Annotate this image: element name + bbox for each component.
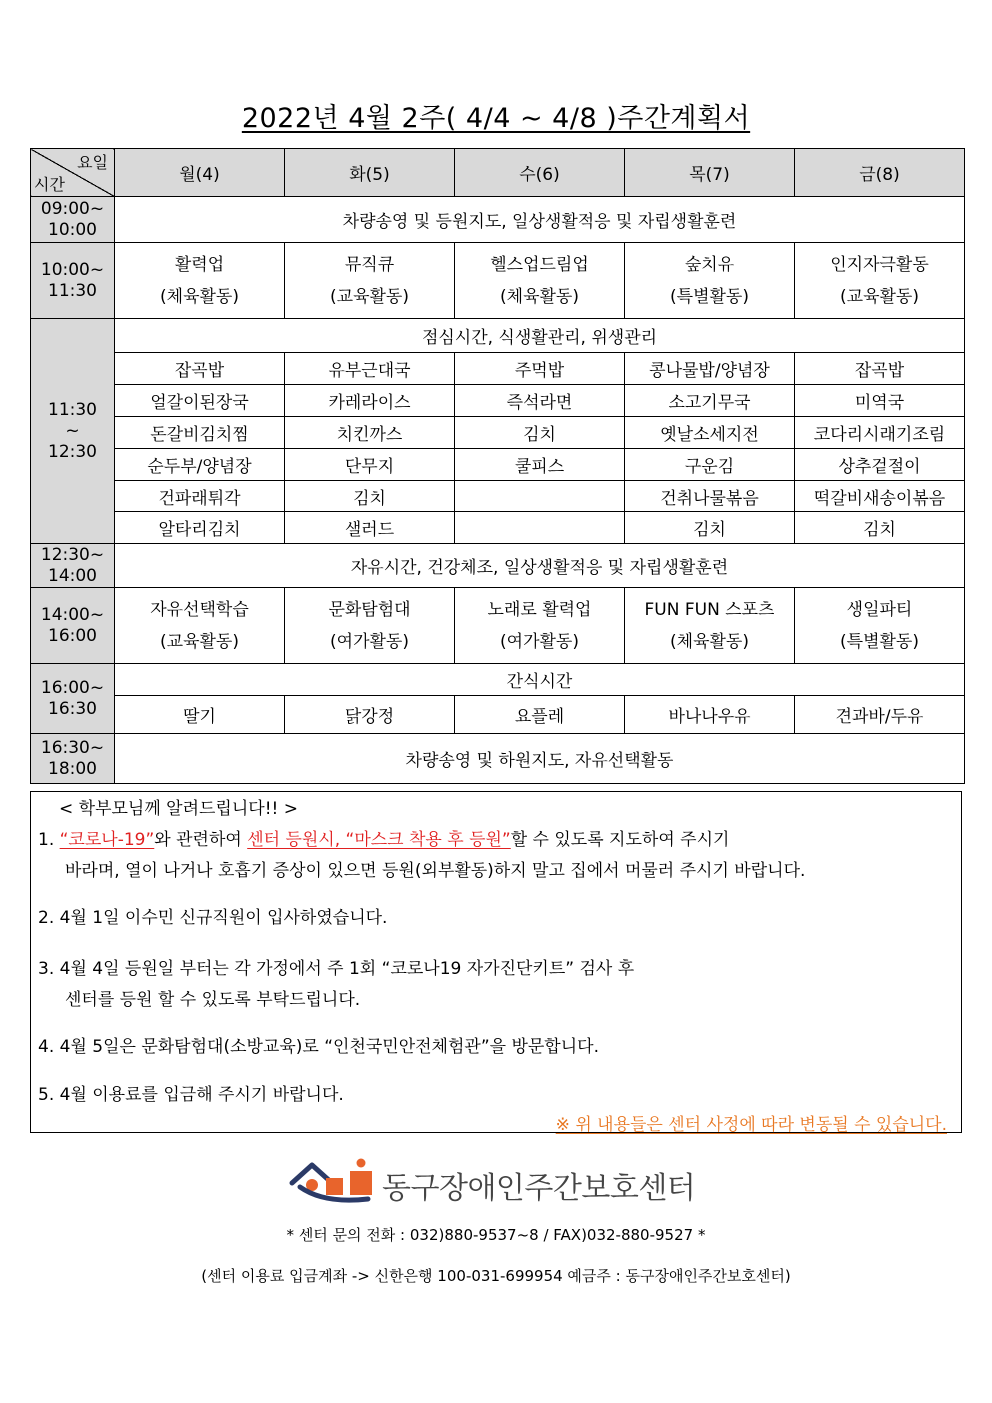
menu-item: 김치: [285, 481, 455, 512]
header-row: [31, 149, 965, 197]
menu-row: [31, 449, 965, 481]
menu-item: [455, 512, 625, 544]
menu-item: 콩나물밥/양념장: [625, 353, 795, 385]
notice-item-1-num: 1.: [38, 830, 60, 850]
menu-row: [31, 353, 965, 385]
menu-item: 상추겉절이: [795, 449, 965, 481]
snack-item: 딸기: [115, 696, 285, 734]
menu-item: 샐러드: [285, 512, 455, 544]
activity-type: (여가활동): [330, 631, 409, 652]
notice-item-1-line-2: 바라며, 열이 나거나 호흡기 증상이 있으면 등원(외부활동)하지 말고 집에서 머물러 주시기 바랍니다.: [65, 861, 806, 881]
time-start: 16:30~: [40, 737, 105, 758]
schedule-row-lunch-title: [31, 319, 965, 353]
time-start: 11:30: [48, 399, 97, 420]
time-start: 09:00~: [40, 198, 105, 219]
activity-type: (특별활동): [840, 631, 919, 652]
menu-item: 김치: [625, 512, 795, 544]
activity-type: (특별활동): [670, 286, 749, 307]
notice-item-3-line-2: 센터를 등원 할 수 있도록 부탁드립니다.: [65, 990, 361, 1010]
lunch-title: 점심시간, 식생활관리, 위생관리: [115, 319, 965, 353]
weekly-schedule-table: [30, 148, 965, 784]
activity-cell-fri: [795, 243, 965, 319]
time-start: 12:30~: [40, 544, 105, 565]
time-end: 16:30: [48, 698, 97, 719]
time-cell: [31, 243, 115, 319]
menu-item: 미역국: [795, 385, 965, 417]
menu-item: 잡곡밥: [795, 353, 965, 385]
house-logo-icon: [288, 1157, 380, 1205]
day-header-tue: 화(5): [285, 149, 455, 197]
menu-row: [31, 512, 965, 544]
activity-type: (여가활동): [500, 631, 579, 652]
notice-heading: < 학부모님께 알려드립니다!! >: [59, 799, 298, 819]
menu-item: 유부근대국: [285, 353, 455, 385]
activity-type: (교육활동): [160, 631, 239, 652]
time-end: 16:00: [48, 625, 97, 646]
time-end: 14:00: [48, 565, 97, 586]
time-cell-lunch: [31, 319, 115, 544]
snack-title: 간식시간: [115, 664, 965, 696]
notice-item-1-text-b: 할 수 있도록 지도하여 주시기: [510, 830, 730, 850]
time-cell: [31, 734, 115, 784]
menu-item: 얼갈이된장국: [115, 385, 285, 417]
notice-item-3: 3. 4월 4일 등원일 부터는 각 가정에서 주 1회 “코로나19 자가진단키트” 검사 후: [38, 959, 635, 979]
activity-type: (체육활동): [500, 286, 579, 307]
schedule-row-departure: [31, 734, 965, 784]
menu-item: 주먹밥: [455, 353, 625, 385]
menu-item: 알타리김치: [115, 512, 285, 544]
time-end: 18:00: [48, 758, 97, 779]
menu-item: 즉석라면: [455, 385, 625, 417]
activity-name: 활력업: [174, 254, 225, 275]
activity-cell-thu: [625, 243, 795, 319]
schedule-row-free-time: [31, 544, 965, 588]
menu-item: 떡갈비새송이볶음: [795, 481, 965, 512]
schedule-row-arrival: [31, 197, 965, 243]
notice-item-4: 4. 4월 5일은 문화탐험대(소방교육)로 “인천국민안전체험관”을 방문합니다.: [38, 1037, 599, 1057]
menu-item: 단무지: [285, 449, 455, 481]
menu-item: 코다리시래기조림: [795, 417, 965, 449]
menu-item: 소고기무국: [625, 385, 795, 417]
notice-item-5: 5. 4월 이용료를 입금해 주시기 바랍니다.: [38, 1085, 344, 1105]
free-time-activity: 자유시간, 건강체조, 일상생활적응 및 자립생활훈련: [115, 544, 965, 588]
menu-item: 돈갈비김치찜: [115, 417, 285, 449]
center-name: 동구장애인주간보호센터: [382, 1171, 696, 1206]
time-end: 12:30: [48, 441, 97, 462]
snack-item: 요플레: [455, 696, 625, 734]
activity-name: 뮤직큐: [344, 254, 395, 275]
time-end: 11:30: [48, 280, 97, 301]
menu-item: 김치: [455, 417, 625, 449]
time-start: 14:00~: [40, 604, 105, 625]
time-sep: ~: [65, 420, 80, 441]
activity-cell-thu: [625, 588, 795, 664]
menu-item: 건파래튀각: [115, 481, 285, 512]
activity-cell-tue: [285, 588, 455, 664]
activity-name: FUN FUN 스포츠: [644, 599, 775, 620]
corner-day-label: 요일: [77, 153, 108, 172]
activity-name: 숲치유: [684, 254, 735, 275]
activity-cell-wed: [455, 243, 625, 319]
activity-name: 노래로 활력업: [487, 599, 592, 620]
notice-disclaimer: ※ 위 내용들은 센터 사정에 따라 변동될 수 있습니다.: [555, 1115, 947, 1135]
snack-item: 바나나우유: [625, 696, 795, 734]
menu-row: [31, 385, 965, 417]
page-title: [0, 96, 992, 135]
notice-item-1-covid: “코로나-19”: [59, 830, 155, 850]
snack-item: 닭강정: [285, 696, 455, 734]
time-start: 10:00~: [40, 259, 105, 280]
activity-name: 인지자극활동: [830, 254, 929, 275]
snack-row: [31, 696, 965, 734]
snack-item: 견과바/두유: [795, 696, 965, 734]
menu-item: 치킨까스: [285, 417, 455, 449]
menu-item: 잡곡밥: [115, 353, 285, 385]
activity-cell-wed: [455, 588, 625, 664]
notice-item-1-text-a: 와 관련하여: [154, 830, 248, 850]
schedule-row-afternoon: [31, 588, 965, 664]
activity-type: (체육활동): [670, 631, 749, 652]
menu-item: 카레라이스: [285, 385, 455, 417]
time-cell: [31, 588, 115, 664]
time-cell-snack: [31, 664, 115, 734]
schedule-row-morning: [31, 243, 965, 319]
menu-item: 쿨피스: [455, 449, 625, 481]
arrival-activity: 차량송영 및 등원지도, 일상생활적응 및 자립생활훈련: [115, 197, 965, 243]
activity-cell-mon: [115, 243, 285, 319]
notice-item-1-mask: 센터 등원시, “마스크 착용 후 등원”: [247, 830, 511, 850]
title-text: 2022년 4월 2주( 4/4 ~ 4/8 )주간계획서: [241, 103, 751, 134]
time-cell: [31, 197, 115, 243]
activity-name: 자유선택학습: [150, 599, 249, 620]
activity-cell-tue: [285, 243, 455, 319]
menu-item: [455, 481, 625, 512]
day-header-wed: 수(6): [455, 149, 625, 197]
parent-notice-box: [30, 791, 962, 1133]
menu-item: 김치: [795, 512, 965, 544]
time-start: 16:00~: [40, 677, 105, 698]
day-header-fri: 금(8): [795, 149, 965, 197]
corner-cell: [31, 149, 115, 197]
corner-time-label: 시간: [34, 175, 65, 194]
menu-row: [31, 481, 965, 512]
activity-type: (교육활동): [330, 286, 409, 307]
menu-item: 건취나물볶음: [625, 481, 795, 512]
activity-type: (교육활동): [840, 286, 919, 307]
center-logo: [288, 1157, 708, 1205]
menu-item: 순두부/양념장: [115, 449, 285, 481]
time-end: 10:00: [48, 219, 97, 240]
day-header-mon: 월(4): [115, 149, 285, 197]
menu-item: 옛날소세지전: [625, 417, 795, 449]
notice-item-2: 2. 4월 1일 이수민 신규직원이 입사하였습니다.: [38, 908, 388, 928]
activity-name: 헬스업드림업: [490, 254, 589, 275]
activity-name: 문화탐험대: [328, 599, 411, 620]
activity-cell-fri: [795, 588, 965, 664]
day-header-thu: 목(7): [625, 149, 795, 197]
departure-activity: 차량송영 및 하원지도, 자유선택활동: [115, 734, 965, 784]
activity-name: 생일파티: [846, 599, 913, 620]
menu-item: 구운김: [625, 449, 795, 481]
notice-item-1: [38, 825, 729, 850]
activity-type: (체육활동): [160, 286, 239, 307]
bank-account-info: (센터 이용료 입금계좌 -> 신한은행 100-031-699954 예금주 : 동구장애인주간보호센터): [201, 1267, 791, 1285]
menu-row: [31, 417, 965, 449]
contact-info: * 센터 문의 전화 : 032)880-9537~8 / FAX)032-880-9527 *: [286, 1226, 706, 1244]
time-cell: [31, 544, 115, 588]
activity-cell-mon: [115, 588, 285, 664]
schedule-row-snack-title: [31, 664, 965, 696]
